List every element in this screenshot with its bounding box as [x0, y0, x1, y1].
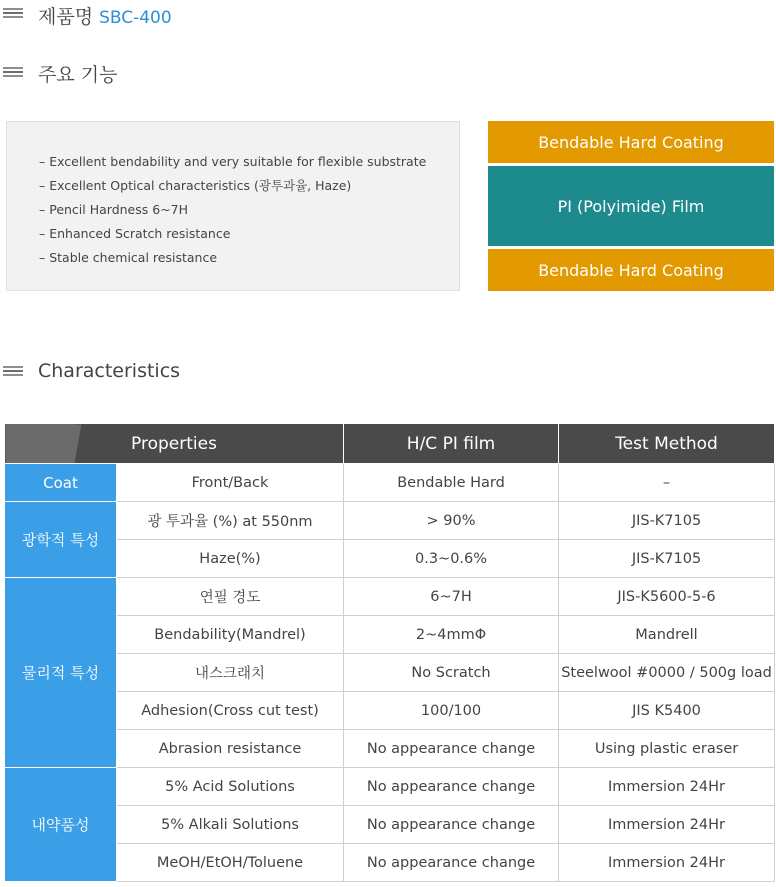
method-cell: Steelwool #0000 / 500g load [559, 654, 775, 692]
method-cell: Using plastic eraser [559, 730, 775, 768]
property-cell: Bendability(Mandrel) [117, 616, 344, 654]
method-cell: Mandrell [559, 616, 775, 654]
value-cell: 100/100 [344, 692, 559, 730]
method-cell: Immersion 24Hr [559, 844, 775, 882]
value-cell: > 90% [344, 502, 559, 540]
method-cell: – [559, 464, 775, 502]
method-cell: JIS-K7105 [559, 502, 775, 540]
property-cell: 5% Acid Solutions [117, 768, 344, 806]
feature-item: – Excellent Optical characteristics (광투과율, Haze) [39, 178, 352, 193]
value-cell: No Scratch [344, 654, 559, 692]
table-row [5, 730, 775, 768]
table-row [5, 692, 775, 730]
method-cell: Immersion 24Hr [559, 768, 775, 806]
table-row [5, 502, 775, 540]
method-cell: Immersion 24Hr [559, 806, 775, 844]
feature-item: – Pencil Hardness 6~7H [39, 202, 189, 217]
property-cell: Abrasion resistance [117, 730, 344, 768]
feature-item: – Stable chemical resistance [39, 250, 218, 265]
table-row [5, 578, 775, 616]
table-row [5, 464, 775, 502]
property-cell: 연필 경도 [117, 578, 344, 616]
product-heading [38, 2, 172, 29]
product-label: 제품명 [38, 6, 94, 28]
table-row [5, 844, 775, 882]
table-row [5, 540, 775, 578]
feature-list [39, 150, 459, 270]
value-cell: 6~7H [344, 578, 559, 616]
column-header-test-method: Test Method [559, 424, 775, 464]
characteristics-heading: Characteristics [38, 360, 181, 382]
method-cell: JIS-K5600-5-6 [559, 578, 775, 616]
value-cell: No appearance change [344, 806, 559, 844]
property-cell: MeOH/EtOH/Toluene [117, 844, 344, 882]
property-cell: Front/Back [117, 464, 344, 502]
layer-top-coating: Bendable Hard Coating [488, 121, 774, 163]
table-row [5, 616, 775, 654]
list-icon [3, 8, 23, 20]
layer-bottom-coating: Bendable Hard Coating [488, 249, 774, 291]
table-header-row [5, 424, 775, 464]
value-cell: No appearance change [344, 730, 559, 768]
feature-item: – Enhanced Scratch resistance [39, 226, 231, 241]
value-cell: 2~4mmΦ [344, 616, 559, 654]
method-cell: JIS K5400 [559, 692, 775, 730]
list-icon [3, 67, 23, 79]
property-cell: Haze(%) [117, 540, 344, 578]
column-header-properties: Properties [5, 424, 344, 464]
column-header-film: H/C PI film [344, 424, 559, 464]
property-cell: 5% Alkali Solutions [117, 806, 344, 844]
feature-item: – Excellent bendability and very suitable for flexible substrate [39, 154, 427, 169]
category-cell: 광학적 특성 [5, 502, 117, 578]
table-row [5, 768, 775, 806]
product-value: SBC-400 [99, 8, 172, 28]
value-cell: 0.3~0.6% [344, 540, 559, 578]
characteristics-table [4, 423, 775, 882]
features-heading: 주요 기능 [38, 64, 118, 86]
property-cell: 광 투과율 (%) at 550nm [117, 502, 344, 540]
table-row [5, 654, 775, 692]
property-cell: 내스크래치 [117, 654, 344, 692]
table-row [5, 806, 775, 844]
method-cell: JIS-K7105 [559, 540, 775, 578]
value-cell: No appearance change [344, 768, 559, 806]
value-cell: Bendable Hard [344, 464, 559, 502]
category-cell: 물리적 특성 [5, 578, 117, 768]
property-cell: Adhesion(Cross cut test) [117, 692, 344, 730]
category-cell: 내약품성 [5, 768, 117, 882]
layer-pi-film: PI (Polyimide) Film [488, 166, 774, 246]
value-cell: No appearance change [344, 844, 559, 882]
feature-box [6, 121, 460, 291]
category-cell: Coat [5, 464, 117, 502]
list-icon [3, 366, 23, 378]
